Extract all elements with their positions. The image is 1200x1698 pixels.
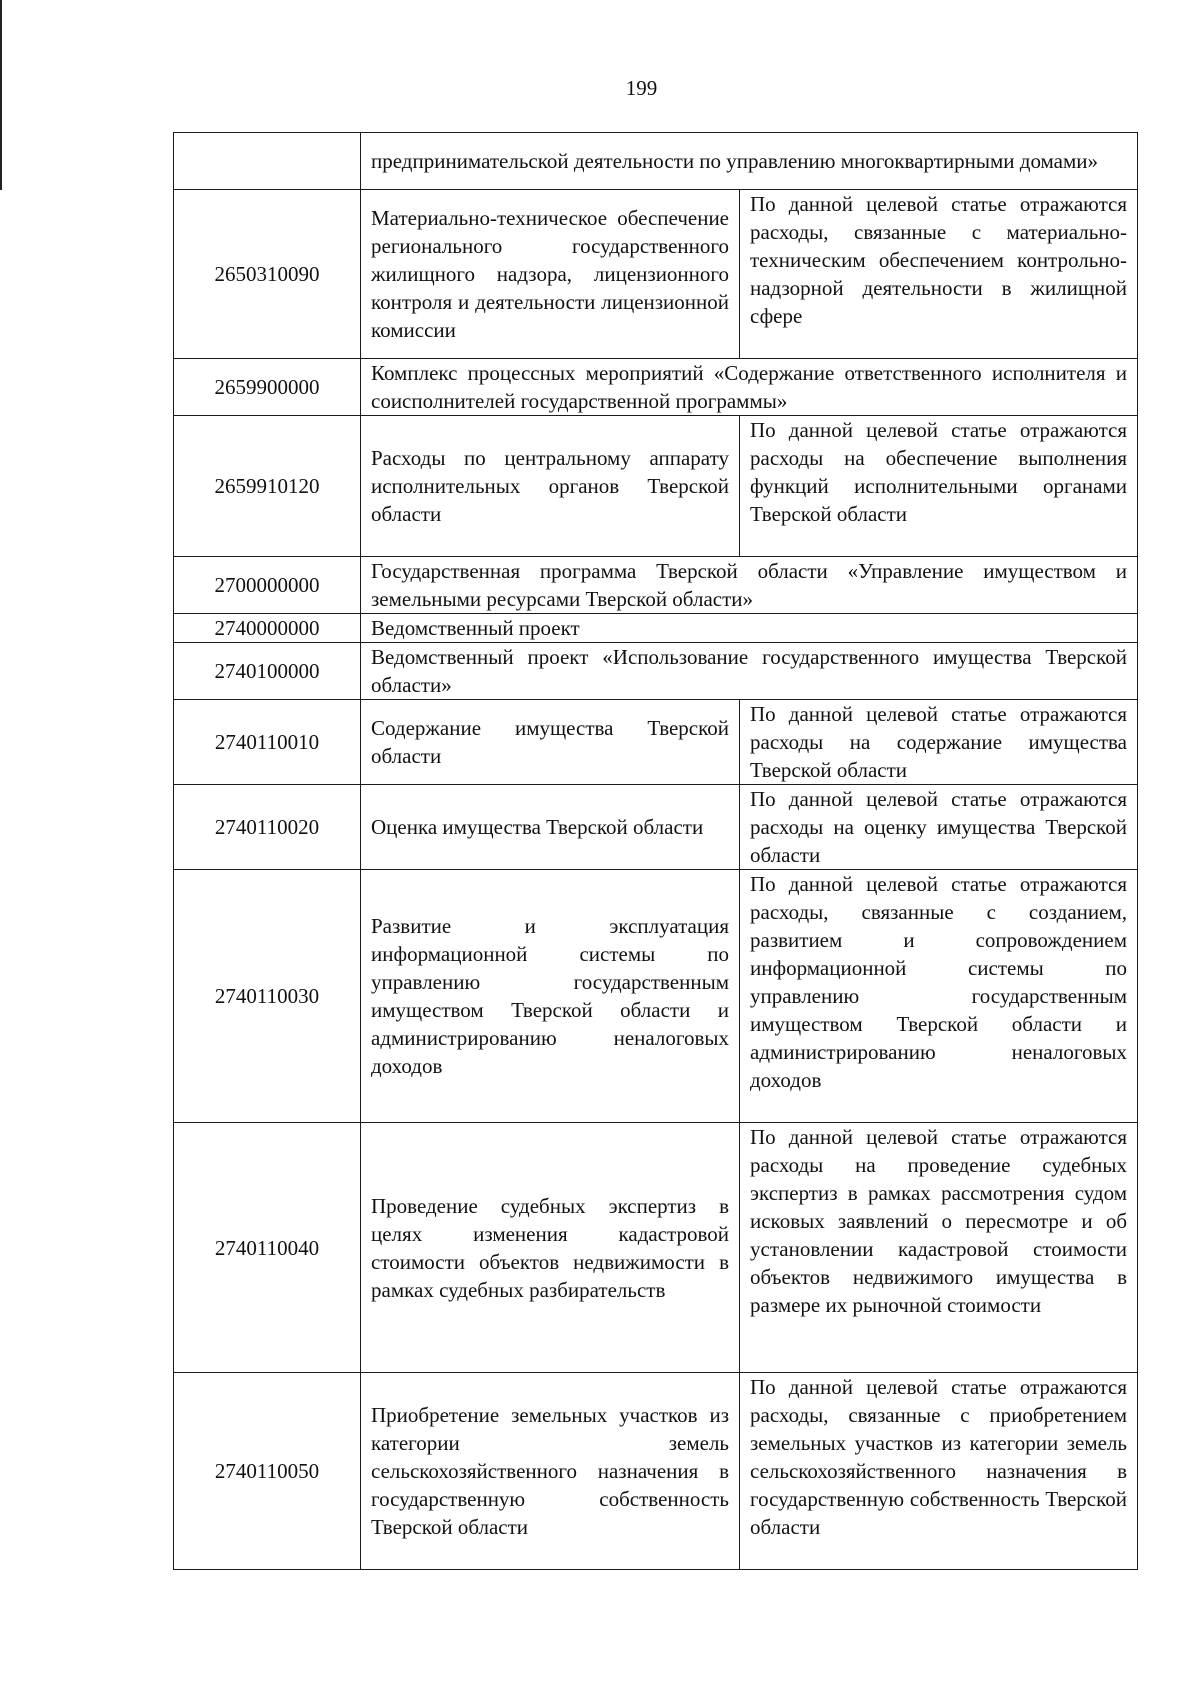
page-number: 199 [625,76,658,100]
description-cell: По данной целевой статье отражаются расходы на оценку имущества Тверской области [740,785,1138,870]
table-row [174,1123,1138,1373]
table-row [174,557,1138,614]
code-cell: 2740110050 [174,1373,361,1570]
name-cell: Ведомственный проект [361,614,1138,643]
code-cell: 2650310090 [174,190,361,359]
description-cell: По данной целевой статье отражаются расходы на обеспечение выполнения функций исполнительными органами Тверской области [740,416,1138,557]
name-cell: Приобретение земельных участков из категории земель сельскохозяйственного назначения в государственную собственность Тверской области [361,1373,740,1570]
name-cell: Ведомственный проект «Использование государственного имущества Тверской области» [361,643,1138,700]
name-cell: Расходы по центральному аппарату исполнительных органов Тверской области [361,416,740,557]
name-cell: Проведение судебных экспертиз в целях изменения кадастровой стоимости объектов недвижимости в рамках судебных разбирательств [361,1123,740,1373]
table-row [174,1373,1138,1570]
code-cell: 2700000000 [174,557,361,614]
code-cell: 2659900000 [174,359,361,416]
table-row [174,614,1138,643]
code-cell: 2740110030 [174,870,361,1123]
table-row [174,785,1138,870]
name-cell: Развитие и эксплуатация информационной системы по управлению государственным имуществом Тверской области и администрированию неналоговых доходов [361,870,740,1123]
table-row [174,870,1138,1123]
description-cell: По данной целевой статье отражаются расходы, связанные с приобретением земельных участков из категории земель сельскохозяйственного назначения в государственную собственность Тверской области [740,1373,1138,1570]
code-cell: 2659910120 [174,416,361,557]
table-row [174,190,1138,359]
code-cell: 2740110040 [174,1123,361,1373]
table-row [174,700,1138,785]
code-cell: 2740100000 [174,643,361,700]
name-cell: Содержание имущества Тверской области [361,700,740,785]
description-cell: По данной целевой статье отражаются расходы на проведение судебных экспертиз в рамках рассмотрения судом исковых заявлений о пересмотре и об установлении кадастровой стоимости объектов недвижимого имущества в размере их рыночной стоимости [740,1123,1138,1373]
name-cell: Оценка имущества Тверской области [361,785,740,870]
code-cell: 2740110020 [174,785,361,870]
name-cell: Материально-техническое обеспечение регионального государственного жилищного надзора, лицензионного контроля и деятельности лицензионной комиссии [361,190,740,359]
code-cell: 2740110010 [174,700,361,785]
code-cell [174,133,361,190]
description-cell: По данной целевой статье отражаются расходы, связанные с материально-техническим обеспечением контрольно-надзорной деятельности в жилищной сфере [740,190,1138,359]
target-articles-table [173,132,1138,1570]
code-cell: 2740000000 [174,614,361,643]
table-row [174,643,1138,700]
description-cell: По данной целевой статье отражаются расходы, связанные с созданием, развитием и сопровождением информационной системы по управлению государственным имуществом Тверской области и администрированию неналоговых доходов [740,870,1138,1123]
table-row [174,359,1138,416]
name-cell: предпринимательской деятельности по управлению многоквартирными домами» [361,133,1138,190]
description-cell: По данной целевой статье отражаются расходы на содержание имущества Тверской области [740,700,1138,785]
name-cell: Комплекс процессных мероприятий «Содержание ответственного исполнителя и соисполнителей государственной программы» [361,359,1138,416]
table-row [174,416,1138,557]
table-row [174,133,1138,190]
name-cell: Государственная программа Тверской области «Управление имуществом и земельными ресурсами Тверской области» [361,557,1138,614]
